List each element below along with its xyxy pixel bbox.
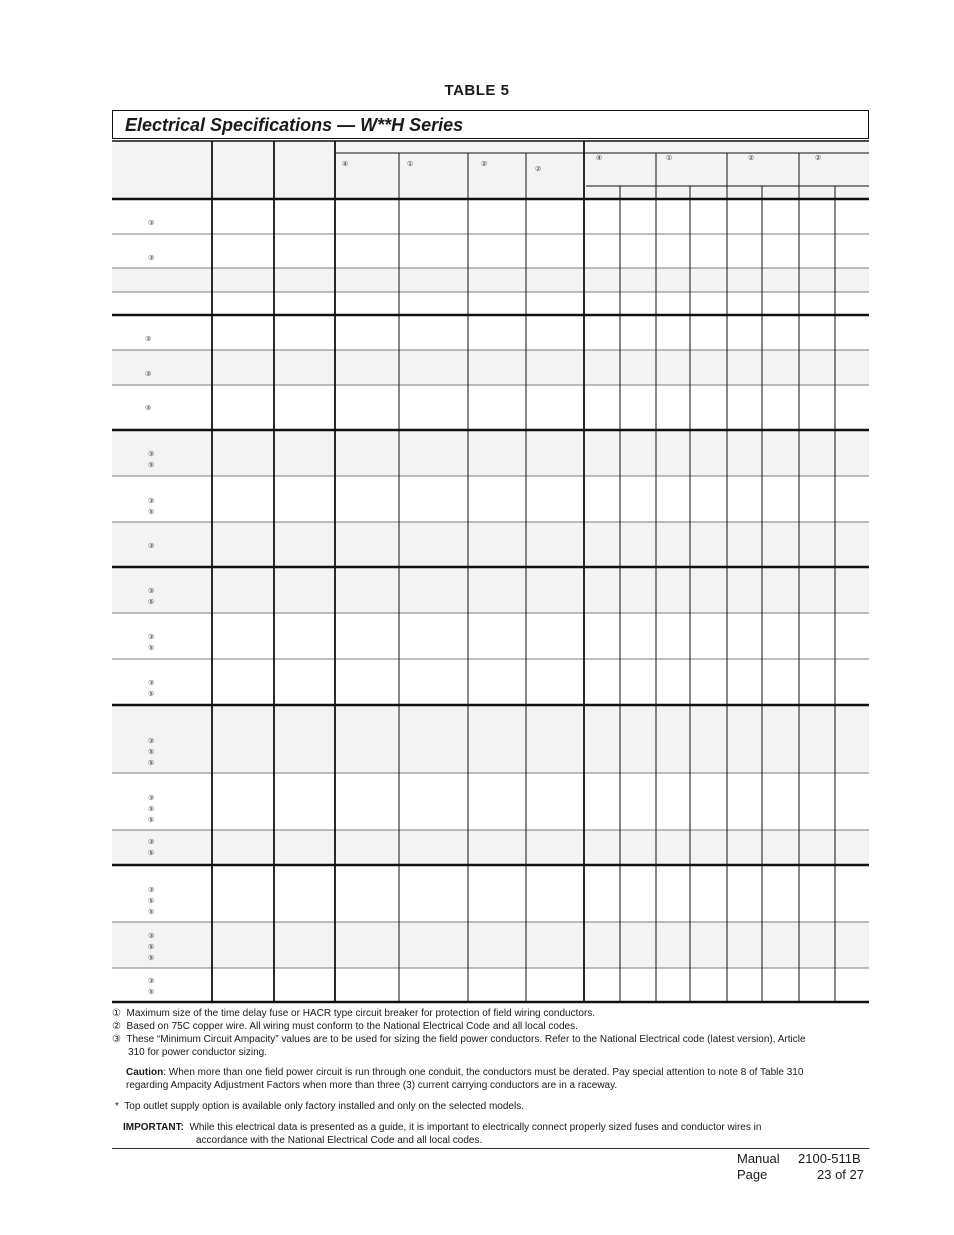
row-15-mark-1: ⑤: [148, 850, 155, 857]
star-note-text: Top outlet supply option is available only factory installed and only on the selected models.: [124, 1101, 524, 1112]
note-1: [112, 1007, 595, 1020]
row-14-mark-1: ⑤: [148, 806, 155, 813]
star-note: [115, 1100, 524, 1113]
row-7-mark-0: ③: [148, 451, 155, 458]
row-5-mark-0: ③: [145, 371, 152, 378]
note-3-text-2: 310 for power conductor sizing.: [128, 1047, 267, 1058]
row-8-mark-1: ⑤: [148, 509, 155, 516]
important-label: IMPORTANT:: [123, 1122, 184, 1133]
row-12-mark-0: ③: [148, 680, 155, 687]
row-17-mark-2: ⑤: [148, 955, 155, 962]
spec-title: Electrical Specifications — W**H Series: [125, 115, 464, 135]
row-10-mark-1: ⑤: [148, 599, 155, 606]
row-0-mark-0: ③: [148, 220, 155, 227]
row-7-mark-1: ⑤: [148, 462, 155, 469]
note-3: [112, 1033, 806, 1046]
note-2: [112, 1020, 578, 1033]
caution-text-2: regarding Ampacity Adjustment Factors when more than three (3) current carrying conductors are in a raceway.: [126, 1080, 618, 1091]
manual-number: 2100-511B: [798, 1151, 861, 1166]
note-1-text: Maximum size of the time delay fuse or HACR type circuit breaker for protection of field wiring conductors.: [126, 1008, 596, 1019]
row-8-mark-0: ③: [148, 498, 155, 505]
note-1-mark: ①: [112, 1008, 121, 1019]
row-18-mark-1: ⑤: [148, 989, 155, 996]
header-mark-g1-2: ②: [481, 161, 488, 168]
page-label: Page: [737, 1167, 768, 1182]
important-note: [123, 1121, 761, 1134]
row-14-mark-2: ⑤: [148, 817, 155, 824]
note-2-text: Based on 75C copper wire. All wiring must conform to the National Electrical Code and all local codes.: [126, 1021, 578, 1032]
row-12-mark-1: ⑤: [148, 691, 155, 698]
row-10-mark-0: ③: [148, 588, 155, 595]
row-11-mark-0: ③: [148, 634, 155, 641]
important-text-1: While this electrical data is presented as a guide, it is important to electrically connect properly sized fuses and conductor wires in: [189, 1122, 762, 1133]
header-mark-g1-3: ②: [535, 166, 542, 173]
row-16-mark-1: ⑤: [148, 898, 155, 905]
row-13-mark-0: ③: [148, 738, 155, 745]
header-mark-g2-1: ①: [666, 155, 673, 162]
row-17-mark-0: ③: [148, 933, 155, 940]
header-mark-g2-3: ②: [815, 155, 822, 162]
row-15-mark-0: ③: [148, 839, 155, 846]
header-mark-g1-1: ①: [407, 161, 414, 168]
row-1-mark-0: ③: [148, 255, 155, 262]
row-18-mark-0: ③: [148, 978, 155, 985]
row-13-mark-1: ⑤: [148, 749, 155, 756]
row-9-mark-0: ③: [148, 543, 155, 550]
row-11-mark-1: ⑤: [148, 645, 155, 652]
important-text-2: accordance with the National Electrical Code and all local codes.: [196, 1135, 483, 1146]
star-mark: *: [115, 1101, 119, 1112]
row-13-mark-2: ⑤: [148, 760, 155, 767]
row-6-mark-0: ③: [145, 405, 152, 412]
row-4-mark-0: ③: [145, 336, 152, 343]
row-14-mark-0: ③: [148, 795, 155, 802]
footer-rule: [112, 1148, 869, 1149]
note-2-mark: ②: [112, 1021, 121, 1032]
caution-note: [126, 1066, 803, 1079]
table-label: TABLE 5: [444, 82, 510, 99]
note-3-text-1: These “Minimum Circuit Ampacity” values are to be used for sizing the field power conductors. Refer to the National Electrical code (latest version), Article: [126, 1034, 806, 1045]
note-3-mark: ③: [112, 1034, 121, 1045]
manual-label: Manual: [737, 1151, 780, 1166]
caution-text-1: : When more than one field power circuit is run through one conduit, the conductors must be derated. Pay special attention to note 8 of Table 310: [163, 1067, 804, 1078]
caution-label: Caution: [126, 1067, 164, 1078]
header-mark-g1-0: ④: [342, 161, 349, 168]
row-16-mark-2: ⑤: [148, 909, 155, 916]
row-17-mark-1: ⑤: [148, 944, 155, 951]
row-16-mark-0: ③: [148, 887, 155, 894]
page-number: 23 of 27: [817, 1167, 864, 1182]
header-mark-g2-0: ④: [596, 155, 603, 162]
header-mark-g2-2: ②: [748, 155, 755, 162]
